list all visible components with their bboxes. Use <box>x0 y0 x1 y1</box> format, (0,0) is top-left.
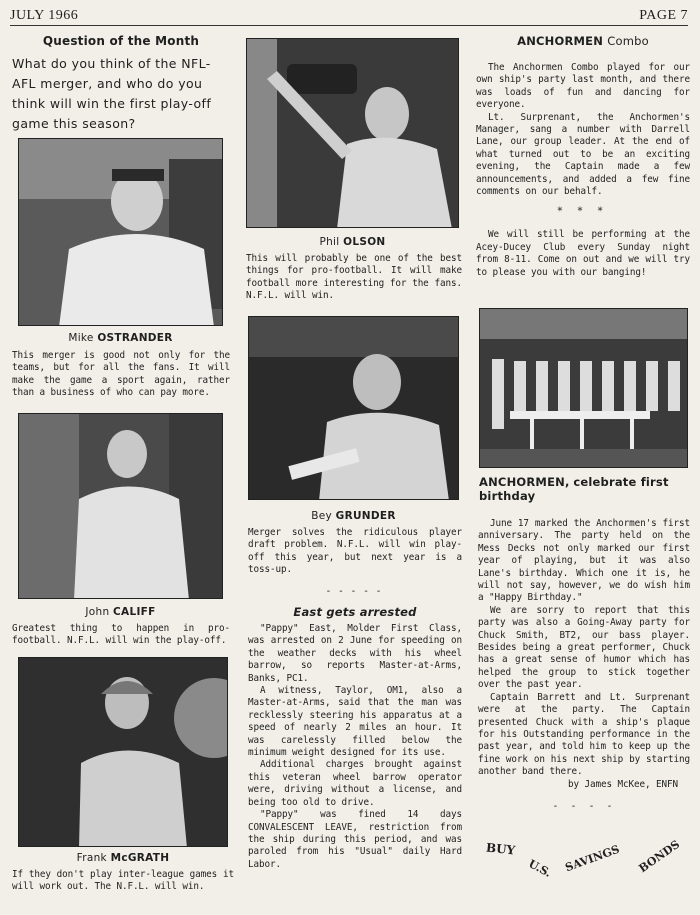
bonds-buy: BUY <box>485 840 516 858</box>
column-left <box>12 34 230 134</box>
page-header <box>10 6 688 26</box>
end-separator: - - - - <box>552 800 616 812</box>
photo-mcgrath-image <box>19 658 228 847</box>
anchormen-club <box>476 229 690 279</box>
east-article-title: East gets arrested <box>293 605 417 619</box>
last-name: OLSON <box>343 236 386 248</box>
photo-ostrander-image <box>19 139 223 326</box>
quote-olson: This will probably be one of the best things for pro-football. It will make football more interesting for the fans. N.F.L. will win. <box>246 253 462 302</box>
quote-ostrander: This merger is good not only for the teams, but for all the fans. It will make the game a sport again, rather than a business of who can pay more. <box>12 350 230 399</box>
photo-grunder-image <box>249 317 459 500</box>
last-name: OSTRANDER <box>97 332 173 344</box>
photo-ostrander <box>18 138 223 326</box>
photo-olson-image <box>247 39 459 228</box>
bonds-savings: SAVINGS <box>563 842 622 875</box>
paragraph: A witness, Taylor, OM1, also a Master-at-Arms, said that the man was recklessly steering his apparatus at a speed of nearly 2 miles an hour. It was carelessly filled below the minimum weight designed for its use. <box>248 685 462 759</box>
paragraph: "Pappy" was fined 14 days CONVALESCENT LEAVE, restriction from the ship during this period, and was paroled from his "Usual" daily Hard Labor. <box>248 809 462 870</box>
issue-date: JULY 1966 <box>10 8 79 23</box>
paragraph: We are sorry to report that this party was also a Going-Away party for Chuck Smith, BT2, our bass player. Besides being a great performer, Chuck has a great sense of humor which has helped the group to stick together over the past year. <box>478 604 690 691</box>
anchormen-photo-caption <box>479 475 691 503</box>
first-name: Mike <box>68 332 94 344</box>
caption-olson <box>246 236 459 248</box>
caption-rest: celebrate first birthday <box>479 475 669 503</box>
photo-anchormen <box>479 308 688 468</box>
paragraph: The Anchormen Combo played for our own ship's party last month, and there was loads of fun and dancing for everyone. <box>476 62 690 111</box>
question-title: Question of the Month <box>42 34 200 48</box>
anchormen-birthday <box>478 518 690 813</box>
anchormen-intro <box>476 62 690 198</box>
bonds-us: U.S. <box>526 857 554 880</box>
anchormen-title <box>476 34 690 48</box>
stars-separator: * * * <box>557 206 609 218</box>
column-right <box>476 34 690 279</box>
photo-anchormen-image <box>480 309 688 468</box>
photo-mcgrath <box>18 657 228 847</box>
caption-califf <box>18 606 223 618</box>
paragraph: Additional charges brought against this veteran wheel barrow operator were, driving without a license, and being too old to drive. <box>248 759 462 808</box>
byline: by James McKee, ENFN <box>568 778 678 790</box>
photo-califf <box>18 413 223 599</box>
paragraph: Captain Barrett and Lt. Surprenant were at the party. The Captain presented Chuck with a ship's plaque for his Outstanding performance in the past year, and told him to keep up the fine work on his next ship by starting another band there. <box>478 691 690 778</box>
separator: - - - - - <box>326 586 384 597</box>
paragraph: Lt. Surprenant, the Anchormen's Manager, sang a number with Darrell Lane, our group leader. At the end of what turned out to be an exciting evening, the Captain made a few announcements, and added a few fine comments on our behalf. <box>476 111 690 198</box>
last-name: McGRATH <box>110 852 170 864</box>
first-name: Frank <box>76 852 107 864</box>
title-bold: ANCHORMEN <box>517 34 604 48</box>
question-text: What do you think of the NFL-AFL merger, and who do you think will win the first play-off game this season? <box>12 56 212 131</box>
quote-mcgrath: If they don't play inter-league games it will work out. The N.F.L. will win. <box>12 869 234 893</box>
photo-grunder <box>248 316 459 500</box>
photo-califf-image <box>19 414 223 599</box>
caption-ostrander <box>18 332 223 344</box>
paragraph: June 17 marked the Anchormen's first anniversary. The party held on the Mess Decks not only marked our first year of playing, but it was also Lane's birthday. Which one it is, he will not say, however, we do wish him a "Happy Birthday." <box>478 518 690 604</box>
title-rest: Combo <box>607 34 649 48</box>
caption-grunder <box>248 510 459 522</box>
east-article-body <box>248 623 462 871</box>
photo-olson <box>246 38 459 228</box>
quote-grunder: Merger solves the ridiculous player draft problem. N.F.L. will win play-off this year, but next year is a toss-up. <box>248 527 462 576</box>
first-name: Bey <box>311 510 333 522</box>
paragraph: "Pappy" East, Molder First Class, was arrested on 2 June for speeding on the weather decks with his wheel barrow, so reports Master-at-Arms, Banks, PC1. <box>248 623 462 684</box>
bonds-bonds: BONDS <box>636 837 683 876</box>
first-name: John <box>85 606 110 618</box>
caption-mcgrath <box>18 852 228 864</box>
caption-bold: ANCHORMEN, <box>479 475 570 489</box>
first-name: Phil <box>319 236 340 248</box>
page-number: PAGE 7 <box>639 8 688 23</box>
last-name: CALIFF <box>113 606 156 618</box>
quote-califf: Greatest thing to happen in pro-football. N.F.L. will win the play-off. <box>12 623 230 647</box>
paragraph: We will still be performing at the Acey-Ducey Club every Sunday night from 8-11. Come on out and we will try to please you with our banging! <box>476 229 690 278</box>
last-name: GRUNDER <box>335 510 396 522</box>
savings-bonds-ad <box>476 830 690 910</box>
